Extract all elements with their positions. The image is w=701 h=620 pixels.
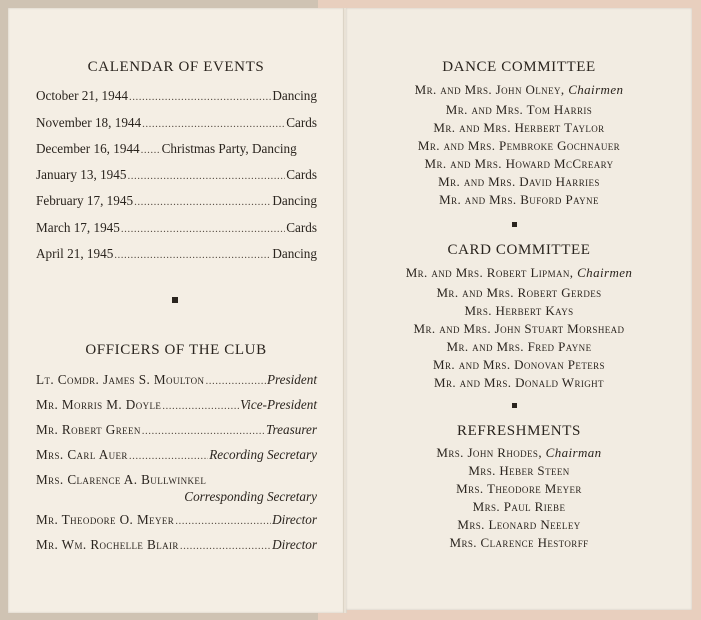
chair-role: Chairmen	[568, 82, 624, 97]
dance-committee-member: Mr. and Mrs. Howard McCreary	[424, 156, 614, 171]
refreshments-member: Mrs. Heber Steen	[468, 463, 570, 478]
officer-title: Treasurer	[265, 422, 317, 437]
calendar-row	[36, 115, 317, 135]
card-committee-member: Mr. and Mrs. Robert Gerdes	[436, 285, 602, 300]
chair-name: Mr. and Mrs. Robert Lipman,	[405, 265, 574, 280]
refreshments-member: Mrs. Leonard Neeley	[457, 517, 581, 532]
dance-committee-heading: DANCE COMMITTEE	[442, 59, 596, 75]
leader-dots	[175, 515, 271, 527]
officer-name: Lt. Comdr. James S. Moulton	[36, 372, 205, 387]
event-activity: Cards	[286, 167, 317, 182]
officer-row	[36, 372, 317, 392]
event-date: December 16, 1944	[36, 141, 140, 156]
leader-dots	[141, 144, 161, 156]
card-committee-member: Mr. and Mrs. John Stuart Morshead	[413, 321, 625, 336]
chair-role: Chairman	[545, 445, 602, 460]
event-date: March 17, 1945	[36, 220, 120, 235]
officer-title: Vice-President	[240, 397, 317, 412]
officer-name: Mr. Theodore O. Meyer	[36, 512, 175, 527]
card-committee-chair	[346, 265, 692, 281]
event-date: January 13, 1945	[36, 167, 127, 182]
event-activity: Christmas Party, Dancing	[161, 141, 297, 156]
event-date: October 21, 1944	[36, 88, 128, 103]
card-committee-member: Mrs. Herbert Kays	[464, 303, 574, 318]
officer-title: Recording Secretary	[209, 447, 317, 462]
leader-dots	[129, 91, 271, 103]
officer-title: Director	[272, 512, 317, 527]
card-committee-member: Mr. and Mrs. Fred Payne	[446, 339, 592, 354]
event-activity: Dancing	[272, 246, 317, 261]
officer-title: President	[266, 372, 317, 387]
calendar-row	[36, 88, 317, 108]
leader-dots	[142, 425, 265, 437]
refreshments-member: Mrs. Theodore Meyer	[456, 481, 582, 496]
officers-heading: OFFICERS OF THE CLUB	[85, 342, 267, 358]
officer-name: Mr. Robert Green	[36, 422, 141, 437]
leader-dots	[142, 118, 285, 130]
officer-name: Mrs. Clarence A. Bullwinkel	[36, 472, 207, 487]
dance-committee-member: Mr. and Mrs. David Harries	[438, 174, 600, 189]
event-activity: Dancing	[272, 88, 317, 103]
chair-name: Mr. and Mrs. John Olney,	[414, 82, 565, 97]
leader-dots	[127, 170, 285, 182]
card-committee-member: Mr. and Mrs. Donovan Peters	[433, 357, 605, 372]
dance-committee-member: Mr. and Mrs. Herbert Taylor	[433, 120, 605, 135]
officer-row	[36, 447, 317, 467]
calendar-row	[36, 220, 317, 240]
refreshments-chair	[346, 445, 692, 461]
officer-row	[36, 422, 317, 442]
officer-name: Mrs. Carl Auer	[36, 447, 128, 462]
leader-dots	[162, 400, 239, 412]
card-committee-member: Mr. and Mrs. Donald Wright	[434, 375, 604, 390]
refreshments-heading: REFRESHMENTS	[457, 423, 581, 439]
calendar-row	[36, 193, 317, 213]
officer-title: Director	[272, 537, 317, 552]
event-date: November 18, 1944	[36, 115, 142, 130]
leader-dots	[129, 450, 208, 462]
officer-row	[36, 512, 317, 532]
chair-name: Mrs. John Rhodes,	[436, 445, 542, 460]
calendar-heading: CALENDAR OF EVENTS	[87, 59, 265, 75]
leader-dots	[134, 196, 271, 208]
section-bullet	[512, 222, 517, 227]
leader-dots	[114, 249, 271, 261]
section-bullet	[512, 403, 517, 408]
left-page	[8, 8, 344, 613]
event-activity: Cards	[286, 115, 317, 130]
dance-committee-chair	[346, 82, 692, 98]
calendar-row	[36, 246, 317, 266]
dance-committee-member: Mr. and Mrs. Buford Payne	[439, 192, 599, 207]
section-bullet	[172, 297, 178, 303]
calendar-row	[36, 167, 317, 187]
event-date: February 17, 1945	[36, 193, 134, 208]
event-activity: Dancing	[272, 193, 317, 208]
officer-row	[36, 537, 317, 557]
leader-dots	[121, 223, 285, 235]
dance-committee-member: Mr. and Mrs. Pembroke Gochnauer	[417, 138, 621, 153]
dance-committee-member: Mr. and Mrs. Tom Harris	[445, 102, 593, 117]
officer-name: Mr. Wm. Rochelle Blair	[36, 537, 179, 552]
officer-name: Mr. Morris M. Doyle	[36, 397, 162, 412]
leader-dots	[205, 375, 266, 387]
leader-dots	[180, 540, 271, 552]
event-activity: Cards	[286, 220, 317, 235]
refreshments-member: Mrs. Paul Riebe	[472, 499, 566, 514]
officer-title: Corresponding Secretary	[184, 489, 317, 504]
officer-row	[36, 397, 317, 417]
card-committee-heading: CARD COMMITTEE	[447, 242, 591, 258]
calendar-row	[36, 141, 317, 161]
refreshments-member: Mrs. Clarence Hestorff	[449, 535, 589, 550]
right-page	[346, 8, 692, 610]
chair-role: Chairmen	[577, 265, 633, 280]
event-date: April 21, 1945	[36, 246, 114, 261]
